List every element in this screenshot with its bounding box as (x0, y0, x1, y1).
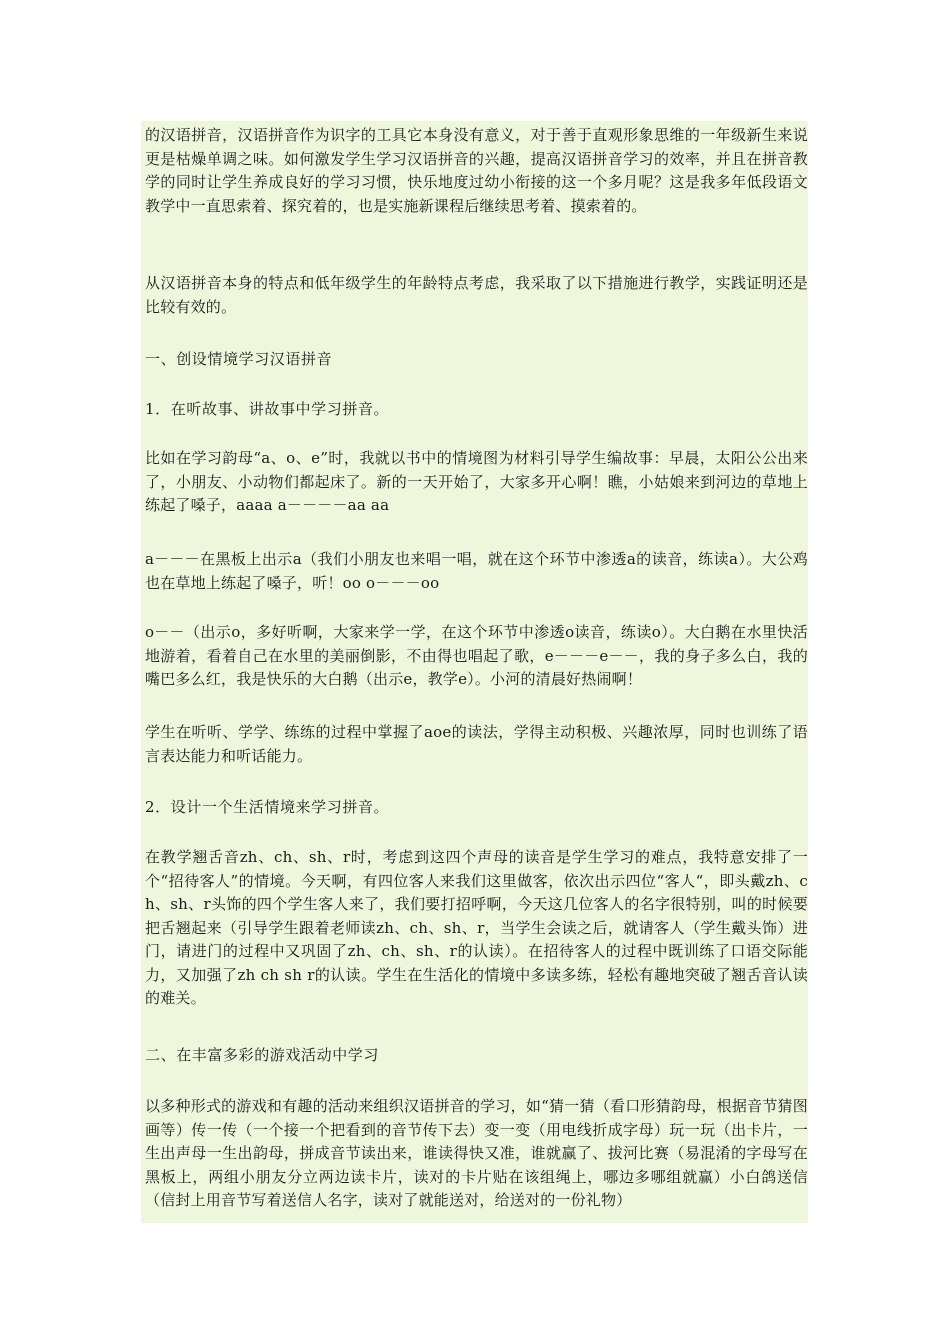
section-heading-1: 一、创设情境学习汉语拼音 (145, 350, 333, 368)
intro-paragraph: 的汉语拼音，汉语拼音作为识字的工具它本身没有意义，对于善于直观形象思维的一年级新生来说更是枯燥单调之味。如何激发学生学习汉语拼音的兴趣，提高汉语拼音学习的效率，并且在拼音教学的同时让学生养成良好的学习习惯，快乐地度过幼小衔接的这一个多月呢？这是我多年低段语文教学中一直思索着、探究着的，也是实施新课程后继续思考着、摸索着的。 (145, 126, 808, 215)
approach-paragraph: 从汉语拼音本身的特点和低年级学生的年龄特点考虑，我采取了以下措施进行教学，实践证明还是比较有效的。 (145, 274, 808, 316)
subsection-heading-1: 1．在听故事、讲故事中学习拼音。 (145, 400, 390, 418)
text-content-area (141, 121, 808, 1223)
games-paragraph: 以多种形式的游戏和有趣的活动来组织汉语拼音的学习，如“猜一猜（看口形猜韵母，根据音节猜图画等）传一传（一个接一个把看到的音节传下去）变一变（用电线折成字母）玩一玩（出卡片，一生出声母一生出韵母，拼成音节读出来，谁读得快又准，谁就赢了、拔河比赛（易混淆的字母写在黑板上，两组小朋友分立两边读卡片，读对的卡片贴在该组绳上，哪边多哪组就赢）小白鸽送信（信封上用音节写着送信人名字，读对了就能送对，给送对的一份礼物） (145, 1097, 808, 1209)
goose-paragraph: o－－（出示o，多好听啊，大家来学一学，在这个环节中渗透o读音，练读o）。大白鹅在水里快活地游着，看着自己在水里的美丽倒影，不由得也唱起了歌，e－－－e－－，我的身子多么白，我的嘴巴多么红，我是快乐的大白鹅（出示e，教学e）。小河的清晨好热闹啊！ (145, 623, 808, 688)
rooster-paragraph: a－－－在黑板上出示a（我们小朋友也来唱一唱，就在这个环节中渗透a的读音，练读a）。大公鸡也在草地上练起了嗓子，听！oo o－－－oo (145, 550, 808, 592)
subsection-heading-2: 2．设计一个生活情境来学习拼音。 (145, 798, 390, 816)
section-heading-2: 二、在丰富多彩的游戏活动中学习 (145, 1046, 380, 1064)
summary-paragraph: 学生在听听、学学、练练的过程中掌握了aoe的读法，学得主动积极、兴趣浓厚，同时也训练了语言表达能力和听话能力。 (145, 723, 808, 765)
guest-scenario-paragraph: 在教学翘舌音zh、ch、sh、r时，考虑到这四个声母的读音是学生学习的难点，我特意安排了一个“招待客人”的情境。今天啊，有四位客人来我们这里做客，依次出示四位“客人“，即头戴zh、ch、sh、r头饰的四个学生客人来了，我们要打招呼啊，今天这几位客人的名字很特别，叫的时候要把舌翘起来（引导学生跟着老师读zh、ch、sh、r，当学生会读之后，就请客人（学生戴头饰）进门，请进门的过程中又巩固了zh、ch、sh、r的认读）。在招待客人的过程中既训练了口语交际能力，又加强了zh ch sh r的认读。学生在生活化的情境中多读多练，轻松有趣地突破了翘舌音认读的难关。 (145, 848, 808, 1007)
story-paragraph: 比如在学习韵母“a、o、e”时，我就以书中的情境图为材料引导学生编故事：早晨，太阳公公出来了，小朋友、小动物们都起床了。新的一天开始了，大家多开心啊！瞧，小姑娘来到河边的草地上练起了嗓子，aaaa a－－－－aa aa (145, 449, 808, 514)
